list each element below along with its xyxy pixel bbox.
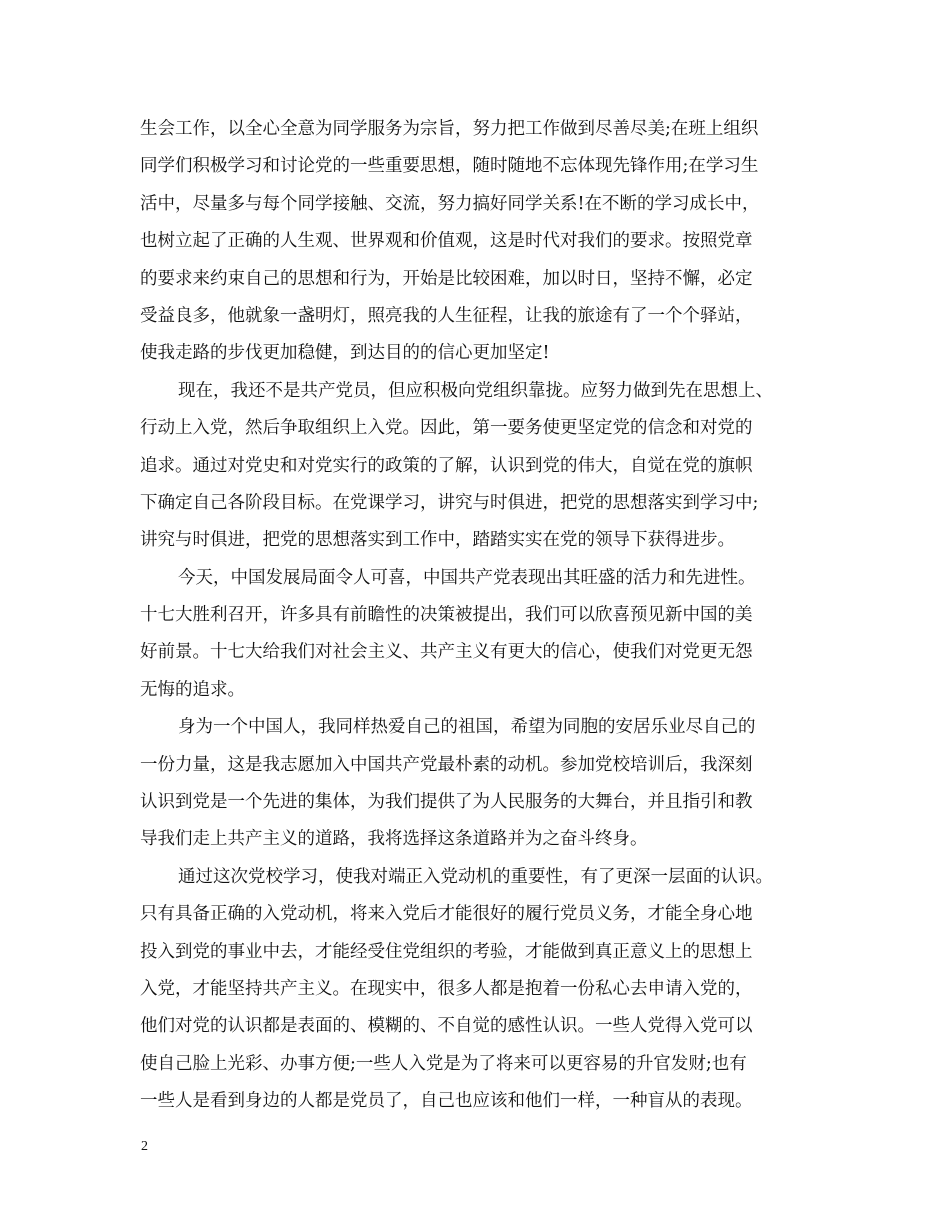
paragraph — [140, 560, 820, 710]
text-line: 受益良多，他就象一盏明灯，照亮我的人生征程，让我的旅途有了一个个驿站， — [140, 305, 753, 326]
text-line: 现在，我还不是共产党员，但应积极向党组织靠拢。应努力做到先在思想上、 — [178, 380, 773, 401]
text-line: 十七大胜利召开，许多具有前瞻性的决策被提出，我们可以欣喜预见新中国的美 — [140, 605, 753, 626]
text-line: 使自己脸上光彩、办事方便;一些人入党是为了将来可以更容易的升官发财;也有 — [140, 1053, 747, 1074]
text-line: 生会工作，以全心全意为同学服务为宗旨，努力把工作做到尽善尽美;在班上组织 — [140, 119, 759, 139]
text-line: 讲究与时俱进，把党的思想落实到工作中，踏踏实实在党的领导下获得进步。 — [140, 530, 735, 551]
text-line: 他们对党的认识都是表面的、模糊的、不自觉的感性认识。一些人党得入党可以 — [140, 1016, 753, 1037]
text-line: 同学们积极学习和讨论党的一些重要思想，随时随地不忘体现先锋作用;在学习生 — [140, 156, 759, 177]
page-number: 2 — [141, 1139, 148, 1154]
text-line: 使我走路的步伐更加稳健，到达目的的信心更加坚定! — [140, 343, 550, 364]
paragraph — [140, 111, 820, 373]
text-line: 行动上入党，然后争取组织上入党。因此，第一要务使更坚定党的信念和对党的 — [140, 418, 753, 439]
text-line: 认识到党是一个先进的集体，为我们提供了为人民服务的大舞台，并且指引和教 — [140, 792, 753, 813]
text-line: 导我们走上共产主义的道路，我将选择这条道路并为之奋斗终身。 — [140, 829, 648, 850]
paragraph — [140, 859, 820, 1121]
text-line: 身为一个中国人，我同样热爱自己的祖国，希望为同胞的安居乐业尽自己的 — [178, 717, 756, 738]
text-line: 一份力量，这是我志愿加入中国共产党最朴素的动机。参加党校培训后，我深刻 — [140, 754, 753, 775]
text-line: 入党，才能坚持共产主义。在现实中，很多人都是抱着一份私心去申请入党的， — [140, 978, 753, 999]
text-line: 好前景。十七大给我们对社会主义、共产主义有更大的信心，使我们对党更无怨 — [140, 642, 753, 663]
document-body — [140, 111, 820, 1121]
text-line: 只有具备正确的入党动机，将来入党后才能很好的履行党员义务，才能全身心地 — [140, 904, 753, 925]
text-line: 下确定自己各阶段目标。在党课学习，讲究与时俱进，把党的思想落实到学习中; — [140, 492, 759, 513]
text-line: 一些人是看到身边的人都是党员了，自己也应该和他们一样，一种盲从的表现。 — [140, 1091, 753, 1112]
text-line: 通过这次党校学习，使我对端正入党动机的重要性，有了更深一层面的认识。 — [178, 866, 773, 887]
paragraph — [140, 373, 820, 560]
text-line: 的要求来约束自己的思想和行为，开始是比较困难，加以时日，坚持不懈，必定 — [140, 268, 753, 289]
text-line: 追求。通过对党史和对党实行的政策的了解，认识到党的伟大，自觉在党的旗帜 — [140, 455, 753, 476]
paragraph — [140, 709, 820, 859]
text-line: 今天，中国发展局面令人可喜，中国共产党表现出其旺盛的活力和先进性。 — [178, 567, 756, 588]
text-line: 投入到党的事业中去，才能经受住党组织的考验，才能做到真正意义上的思想上 — [140, 941, 753, 962]
text-line: 活中，尽量多与每个同学接触、交流，努力搞好同学关系!在不断的学习成长中， — [140, 193, 760, 214]
text-line: 无悔的追求。 — [140, 679, 245, 700]
text-line: 也树立起了正确的人生观、世界观和价值观，这是时代对我们的要求。按照党章 — [140, 231, 753, 252]
